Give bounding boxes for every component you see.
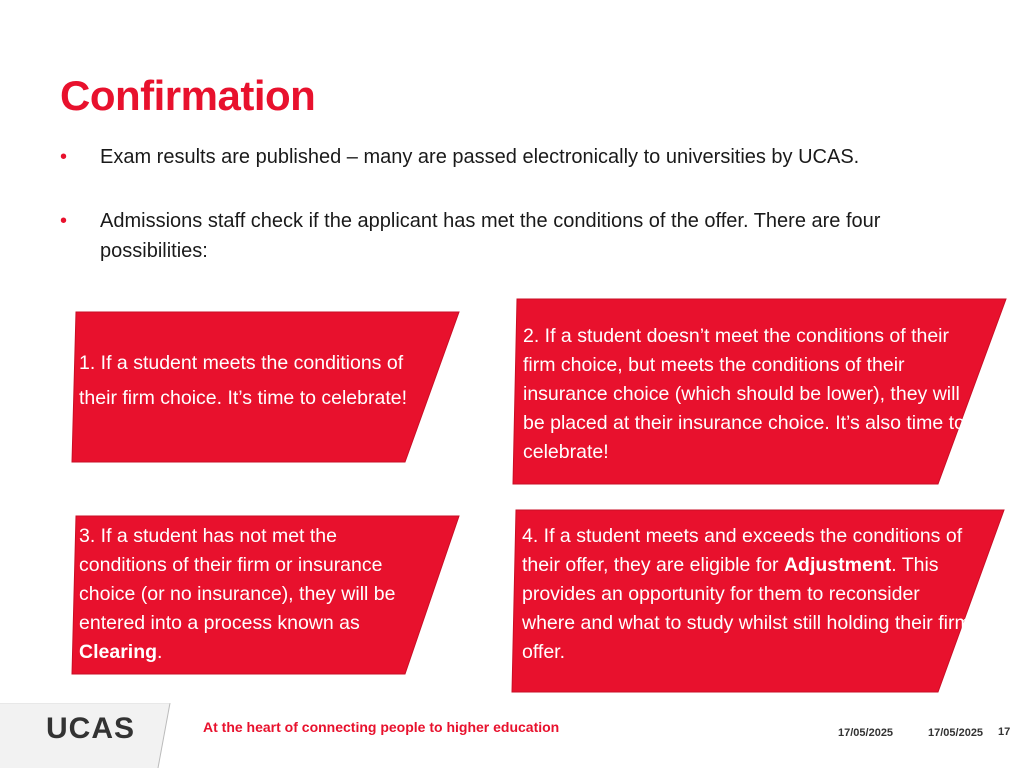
adjustment-bold-term: Adjustment	[783, 554, 892, 576]
footer-date: 17/05/2025	[838, 727, 894, 739]
ucas-logo: UCAS	[46, 712, 136, 745]
slide-title: Confirmation	[60, 72, 316, 119]
bullet-icon: •	[60, 210, 68, 232]
footer-date-duplicate: 17/05/2025	[928, 727, 984, 739]
bullet-icon: •	[60, 146, 68, 168]
footer-tagline: At the heart of connecting people to higher education	[203, 719, 560, 735]
box-text: 4. If a student meets and exceeds the conditions of their offer, they are eligible for Adjustment. This provides an opportunity for them to reconsider where and what to study whilst still holding their firm offer.	[522, 525, 971, 663]
clearing-bold-term: Clearing	[79, 641, 158, 663]
box-text: 2. If a student doesn’t meet the conditions of their firm choice, but meets the conditions of their insurance choice (which should be lower), they will be placed at their insurance choice. It’s also time to celebrate!	[523, 325, 965, 463]
box-text: 3. If a student has not met the conditions of their firm or insurance choice (or no insurance), they will be entered into a process known as Clearing.	[79, 525, 396, 663]
page-number: 17	[998, 726, 1011, 738]
bullet-text: Exam results are published – many are passed electronically to universities by UCAS.	[100, 146, 860, 168]
box-text: 1. If a student meets the conditions of their firm choice. It’s time to celebrate!	[79, 352, 408, 409]
bullet-text: Admissions staff check if the applicant has met the conditions of the offer. There are four possibilities:	[100, 210, 881, 262]
